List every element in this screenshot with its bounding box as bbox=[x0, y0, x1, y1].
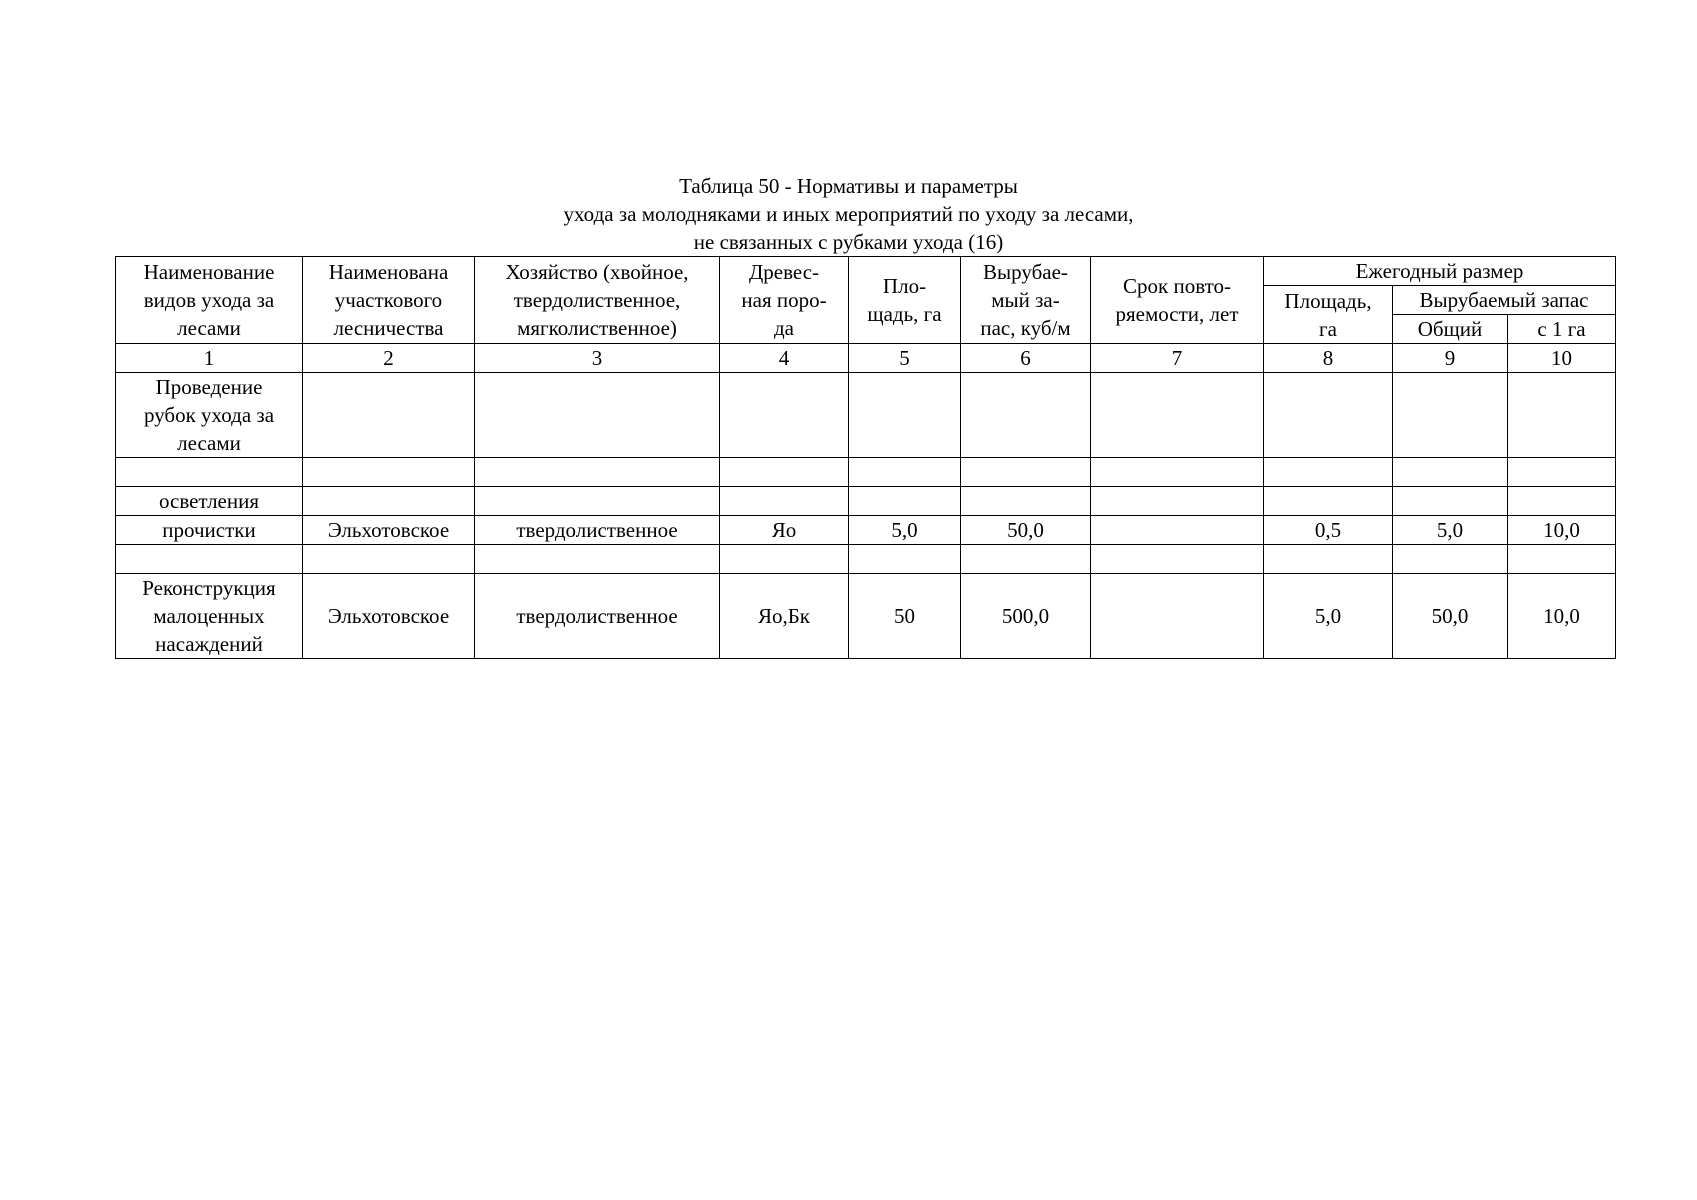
table-cell bbox=[1508, 545, 1616, 574]
header-annual-area: Площадь, га bbox=[1264, 286, 1393, 344]
column-number: 1 bbox=[116, 344, 303, 373]
table-cell: 0,5 bbox=[1264, 516, 1393, 545]
table-cell bbox=[116, 545, 303, 574]
table-cell bbox=[303, 458, 475, 487]
table-cell bbox=[303, 545, 475, 574]
table-cell: Яо bbox=[720, 516, 849, 545]
caption-line-1: Таблица 50 - Нормативы и параметры bbox=[679, 174, 1018, 198]
column-number: 7 bbox=[1091, 344, 1264, 373]
forest-care-table bbox=[115, 256, 1616, 659]
table-cell bbox=[961, 458, 1091, 487]
table-cell: 50,0 bbox=[1393, 574, 1508, 659]
header-stock-total: Общий bbox=[1393, 315, 1508, 344]
table-cell bbox=[849, 545, 961, 574]
table-cell bbox=[303, 487, 475, 516]
header-stock-per-ha: с 1 га bbox=[1508, 315, 1616, 344]
table-cell bbox=[1393, 373, 1508, 458]
table-cell bbox=[720, 373, 849, 458]
header-forestry-name: Наименована участкового лесничества bbox=[303, 257, 475, 344]
table-cell bbox=[849, 487, 961, 516]
table-row bbox=[116, 545, 1616, 574]
header-tree-species: Древес- ная поро- да bbox=[720, 257, 849, 344]
table-cell bbox=[1091, 373, 1264, 458]
table-cell bbox=[475, 458, 720, 487]
table-cell: 5,0 bbox=[849, 516, 961, 545]
table-cell: осветления bbox=[116, 487, 303, 516]
header-felled-stock: Вырубае- мый за- пас, куб/м bbox=[961, 257, 1091, 344]
column-number: 6 bbox=[961, 344, 1091, 373]
table-cell: Эльхотовское bbox=[303, 574, 475, 659]
table-cell: Реконструкция малоценных насаждений bbox=[116, 574, 303, 659]
table-caption bbox=[0, 172, 1697, 256]
caption-line-2: ухода за молодняками и иных мероприятий по уходу за лесами, bbox=[563, 202, 1134, 226]
table-cell bbox=[1264, 373, 1393, 458]
table-row bbox=[116, 516, 1616, 545]
caption-line-3: не связанных с рубками ухода (16) bbox=[693, 230, 1004, 254]
table-cell: 10,0 bbox=[1508, 516, 1616, 545]
table-cell bbox=[849, 458, 961, 487]
header-annual-stock: Вырубаемый запас bbox=[1393, 286, 1616, 315]
table-cell bbox=[1508, 373, 1616, 458]
table-cell bbox=[720, 458, 849, 487]
table-cell bbox=[1264, 458, 1393, 487]
column-number: 4 bbox=[720, 344, 849, 373]
table-cell bbox=[1091, 574, 1264, 659]
table-cell bbox=[1508, 458, 1616, 487]
table-cell bbox=[475, 545, 720, 574]
table-row bbox=[116, 487, 1616, 516]
table-cell bbox=[1091, 516, 1264, 545]
table-cell bbox=[849, 373, 961, 458]
table-cell: 10,0 bbox=[1508, 574, 1616, 659]
column-number: 8 bbox=[1264, 344, 1393, 373]
table-cell bbox=[720, 487, 849, 516]
table-cell: Эльхотовское bbox=[303, 516, 475, 545]
table-cell: 5,0 bbox=[1264, 574, 1393, 659]
table-cell bbox=[1264, 545, 1393, 574]
table-cell bbox=[961, 545, 1091, 574]
header-annual-size: Ежегодный размер bbox=[1264, 257, 1616, 286]
table-cell bbox=[961, 487, 1091, 516]
table-cell bbox=[475, 487, 720, 516]
table-cell bbox=[1091, 487, 1264, 516]
column-number: 3 bbox=[475, 344, 720, 373]
header-repeat-period: Срок повто- ряемости, лет bbox=[1091, 257, 1264, 344]
table-cell bbox=[1091, 458, 1264, 487]
table-row bbox=[116, 458, 1616, 487]
table-cell: прочистки bbox=[116, 516, 303, 545]
table-cell bbox=[116, 458, 303, 487]
table-cell: 5,0 bbox=[1393, 516, 1508, 545]
table-cell: 50,0 bbox=[961, 516, 1091, 545]
table-cell bbox=[1393, 487, 1508, 516]
column-number: 5 bbox=[849, 344, 961, 373]
table-cell bbox=[961, 373, 1091, 458]
column-number: 9 bbox=[1393, 344, 1508, 373]
table-cell: 500,0 bbox=[961, 574, 1091, 659]
table-cell bbox=[1091, 545, 1264, 574]
header-row-1 bbox=[116, 257, 1616, 286]
table-cell bbox=[475, 373, 720, 458]
header-care-type: Наименование видов ухода за лесами bbox=[116, 257, 303, 344]
column-number: 10 bbox=[1508, 344, 1616, 373]
table-cell: 50 bbox=[849, 574, 961, 659]
table-cell bbox=[1508, 487, 1616, 516]
table-cell bbox=[1264, 487, 1393, 516]
table-cell bbox=[1393, 458, 1508, 487]
table-cell: твердолиственное bbox=[475, 516, 720, 545]
table-cell bbox=[303, 373, 475, 458]
column-number-row bbox=[116, 344, 1616, 373]
header-economy: Хозяйство (хвойное, твердолиственное, мягколиственное) bbox=[475, 257, 720, 344]
table-cell: Яо,Бк bbox=[720, 574, 849, 659]
table-cell bbox=[720, 545, 849, 574]
table-cell bbox=[1393, 545, 1508, 574]
header-area: Пло- щадь, га bbox=[849, 257, 961, 344]
table-row bbox=[116, 574, 1616, 659]
table-row bbox=[116, 373, 1616, 458]
table-cell: твердолиственное bbox=[475, 574, 720, 659]
table-cell: Проведение рубок ухода за лесами bbox=[116, 373, 303, 458]
column-number: 2 bbox=[303, 344, 475, 373]
